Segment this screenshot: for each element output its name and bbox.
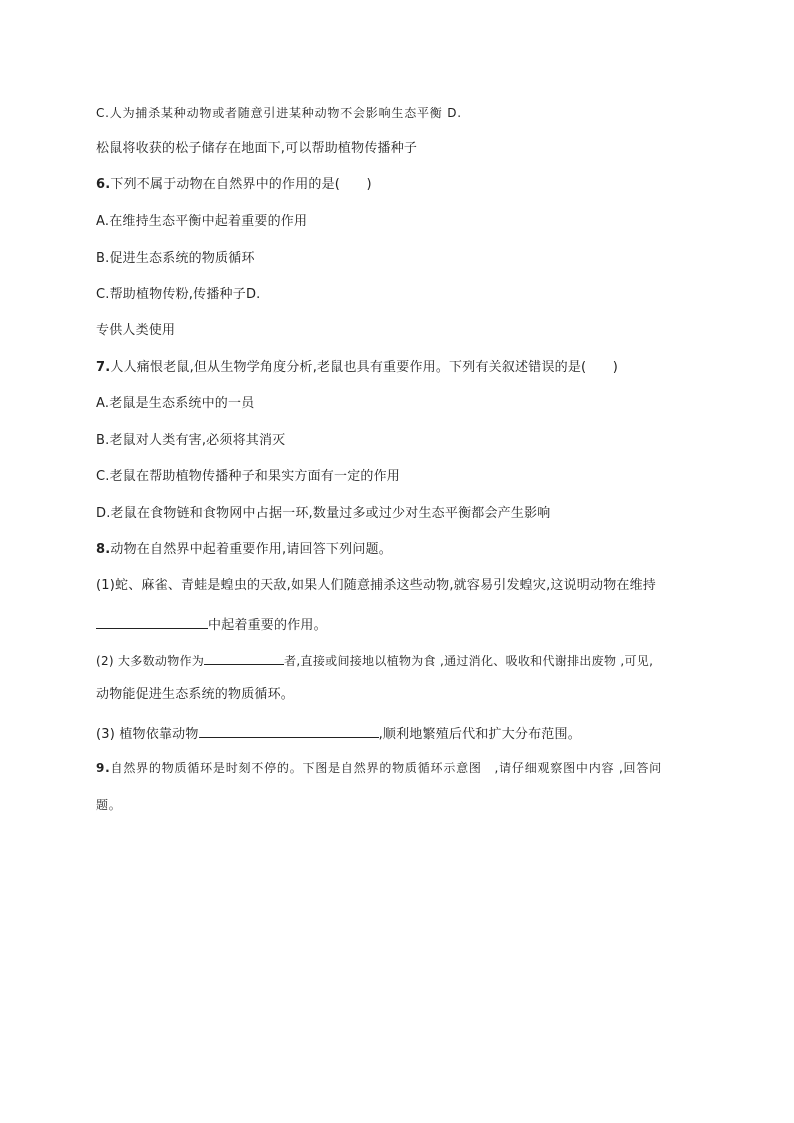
q7-number: 7. [96, 360, 111, 375]
answer-blank-3[interactable] [199, 723, 379, 738]
q6-option-b: B.促进生态系统的物质循环 [96, 251, 255, 266]
q8-stem [96, 541, 392, 559]
q8-part2-tail: 者,直接或间接地以植物为食 ,通过消化、吸收和代谢排出废物 ,可见, [284, 654, 654, 668]
q6-number: 6. [96, 177, 111, 192]
q8-part1-line2 [96, 614, 327, 635]
q6-stem-text: 下列不属于动物在自然界中的作用的是( ) [110, 177, 372, 192]
q6-option-c: C.帮助植物传粉,传播种子D. [96, 287, 261, 302]
q8-part2-line1 [96, 650, 653, 670]
q8-part3 [96, 723, 581, 744]
q8-part3-tail: ,顺利地繁殖后代和扩大分布范围。 [378, 727, 581, 742]
q6-stem [96, 176, 372, 194]
q5-option-d: 松鼠将收获的松子储存在地面下,可以帮助植物传播种子 [96, 141, 418, 156]
q9-number: 9. [96, 761, 111, 775]
q7-option-a: A.老鼠是生态系统中的一员 [96, 396, 255, 411]
q7-option-b: B.老鼠对人类有害,必须将其消灭 [96, 433, 286, 448]
q9-stem-line2: 题。 [96, 798, 122, 812]
q6-option-d: 专供人类使用 [96, 323, 176, 338]
q8-part1-line1: (1)蛇、麻雀、青蛙是蝗虫的天敌,如果人们随意捕杀这些动物,就容易引发蝗灾,这说明动物在维持 [96, 578, 657, 593]
q9-stem-line1 [96, 759, 662, 777]
q5-option-c: C.人为捕杀某种动物或者随意引进某种动物不会影响生态平衡 D. [96, 106, 462, 120]
q7-option-d: D.老鼠在食物链和食物网中占据一环,数量过多或过少对生态平衡都会产生影响 [96, 506, 551, 521]
q7-option-c: C.老鼠在帮助植物传播种子和果实方面有一定的作用 [96, 469, 401, 484]
q7-stem [96, 359, 618, 377]
q8-number: 8. [96, 542, 111, 557]
q8-part2-head: (2) 大多数动物作为 [96, 654, 205, 668]
q8-part1-tail: 中起着重要的作用。 [208, 618, 327, 633]
q8-part3-head: (3) 植物依靠动物 [96, 727, 199, 742]
q8-part2-line2: 动物能促进生态系统的物质循环。 [96, 687, 295, 702]
answer-blank-1[interactable] [96, 614, 208, 629]
q8-stem-text: 动物在自然界中起着重要作用,请回答下列问题。 [110, 542, 392, 557]
q7-stem-text: 人人痛恨老鼠,但从生物学角度分析,老鼠也具有重要作用。下列有关叙述错误的是( ) [110, 360, 618, 375]
answer-blank-2[interactable] [204, 650, 284, 665]
q6-option-a: A.在维持生态平衡中起着重要的作用 [96, 214, 308, 229]
q9-stem-text: 自然界的物质循环是时刻不停的。下图是自然界的物质循环示意图 ,请仔细观察图中内容 ,回答问 [110, 761, 662, 775]
